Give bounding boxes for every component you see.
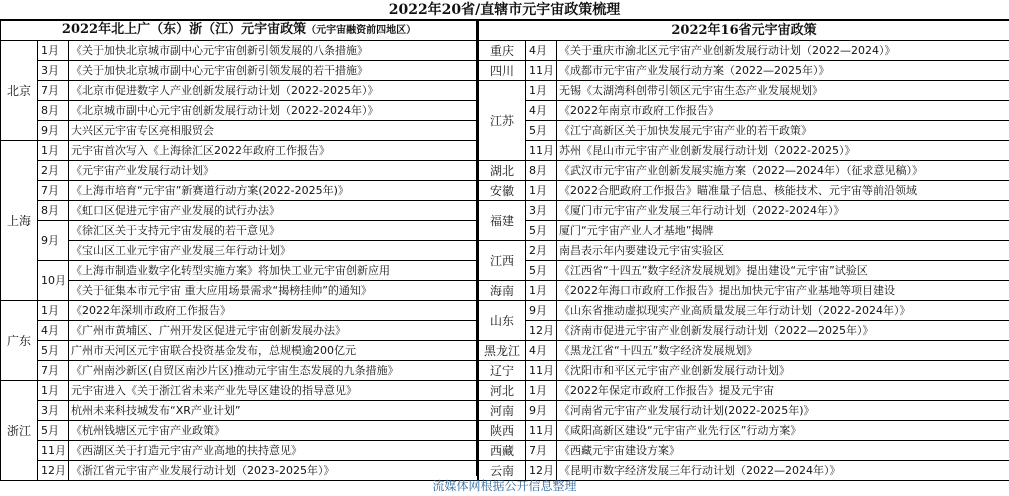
policy-cell: 《厦门市元宇宙产业发展三年行动计划（2022-2024年）》 [557,201,1009,221]
month-cell: 7月 [38,181,69,201]
source-note: 流媒体网根据公开信息整理 [432,479,577,493]
table-row [1,161,478,181]
month-cell: 1月 [526,281,557,301]
policy-cell: 《杭州钱塘区元宇宙产业政策》 [69,421,478,441]
policy-cell: 无锡《太湖湾科创带引领区元宇宙生态产业发展规划》 [557,81,1009,101]
right-table-header: 2022年16省元宇宙政策 [479,21,1009,41]
table-row [1,121,478,141]
policy-cell: 《宝山区工业元宇宙产业发展三年行动计划》 [69,241,478,261]
province-cell: 重庆 [479,41,526,61]
month-cell: 3月 [38,61,69,81]
policy-cell: 《西湖区关于打造元宇宙产业高地的扶持意见》 [69,441,478,461]
month-cell: 3月 [38,401,69,421]
month-cell: 7月 [38,81,69,101]
policy-cell: 《广州市黄埔区、广州开发区促进元宇宙创新发展办法》 [69,321,478,341]
policy-cell: 杭州未来科技城发布“XR产业计划” [69,401,478,421]
month-cell: 7月 [38,361,69,381]
table-row [1,101,478,121]
policy-cell: 《虹口区促进元宇宙产业发展的试行办法》 [69,201,478,221]
table-row [479,281,1009,301]
table-row [479,361,1009,381]
policy-cell: 《成都市元宇宙产业发展行动方案（2022—2025年）》 [557,61,1009,81]
policy-cell: 《关于加快北京城市副中心元宇宙创新引领发展的八条措施》 [69,41,478,61]
month-cell: 1月 [526,381,557,401]
province-cell: 四川 [479,61,526,81]
table-row [1,141,478,161]
month-cell: 8月 [526,161,557,181]
table-row [1,281,478,301]
table-row [1,441,478,461]
policy-cell: 《2022年海口市政府工作报告》提出加快元宇宙产业基地等项目建设 [557,281,1009,301]
province-cell: 上海 [1,141,38,301]
month-cell: 1月 [38,301,69,321]
month-cell: 11月 [526,421,557,441]
policy-cell: 《昆明市数字经济发展三年行动计划（2022—2024年）》 [557,461,1009,481]
month-cell: 4月 [526,341,557,361]
month-cell: 9月 [526,301,557,321]
province-cell: 江西 [479,241,526,281]
table-row [479,121,1009,141]
policy-cell: 《咸阳高新区建设“元宇宙产业先行区”行动方案》 [557,421,1009,441]
province-cell: 湖北 [479,161,526,181]
month-cell: 5月 [38,341,69,361]
policy-cell: 《河南省元宇宙产业发展行动计划(2022-2025年)》 [557,401,1009,421]
province-cell: 西藏 [479,441,526,461]
province-cell: 山东 [479,301,526,341]
month-cell: 11月 [526,141,557,161]
table-row [479,301,1009,321]
policy-cell: 《浙江省元宇宙产业发展行动计划（2023-2025年）》 [69,461,478,481]
table-row [1,261,478,281]
month-cell: 11月 [526,361,557,381]
month-cell: 5月 [526,121,557,141]
month-cell: 2月 [526,241,557,261]
month-cell: 12月 [38,461,69,481]
policy-cell: 《关于重庆市渝北区元宇宙产业创新发展行动计划（2022—2024）》 [557,41,1009,61]
policy-cell: 《关于加快北京城市副中心元宇宙创新引领发展的若干措施》 [69,61,478,81]
table-row [479,161,1009,181]
month-cell: 4月 [38,321,69,341]
table-row [479,101,1009,121]
month-cell: 3月 [526,201,557,221]
month-cell: 11月 [38,441,69,461]
month-cell: 2月 [38,161,69,181]
month-cell: 4月 [526,41,557,61]
left-header-note: （元宇宙融资前四地区） [306,25,417,36]
table-row [1,81,478,101]
month-cell: 11月 [526,61,557,81]
month-cell: 5月 [526,261,557,281]
province-cell: 辽宁 [479,361,526,381]
policy-cell: 《沈阳市和平区元宇宙产业创新发展行动计划》 [557,361,1009,381]
month-cell: 8月 [38,201,69,221]
month-cell: 1月 [38,141,69,161]
month-cell: 8月 [38,101,69,121]
month-cell: 5月 [526,221,557,241]
right-policy-table [478,20,1009,481]
policy-cell: 《山东省推动虚拟现实产业高质量发展三年行动计划（2022-2024年）》 [557,301,1009,321]
month-cell: 9月 [38,121,69,141]
policy-cell: 《北京城市副中心元宇宙创新发展行动计划（2022-2024年）》 [69,101,478,121]
province-cell: 福建 [479,201,526,241]
policy-cell: 大兴区元宇宙专区亮相服贸会 [69,121,478,141]
province-cell: 安徽 [479,181,526,201]
policy-cell: 厦门“元宇宙产业人才基地”揭牌 [557,221,1009,241]
policy-cell: 《上海市培育“元宇宙”新赛道行动方案(2022-2025年)》 [69,181,478,201]
table-row [479,341,1009,361]
policy-cell: 《广州南沙新区(自贸区南沙片区)推动元宇宙生态发展的九条措施》 [69,361,478,381]
left-header-title: 2022年北上广（东）浙（江）元宇宙政策 [61,22,307,37]
month-cell: 12月 [526,321,557,341]
province-cell: 浙江 [1,381,38,481]
policy-cell: 《黑龙江省“十四五”数字经济发展规划》 [557,341,1009,361]
policy-cell: 元宇宙首次写入《上海徐汇区2022年政府工作报告》 [69,141,478,161]
table-divider [476,20,478,476]
policy-cell: 《江宁高新区关于加快发展元宇宙产业的若干政策》 [557,121,1009,141]
table-row [1,301,478,321]
table-row [1,341,478,361]
table-row [479,221,1009,241]
policy-cell: 《西藏元宇宙建设方案》 [557,441,1009,461]
left-policy-table [0,20,478,481]
policy-cell: 《2022年深圳市政府工作报告》 [69,301,478,321]
table-row [479,181,1009,201]
page-title: 2022年20省/直辖市元宇宙政策梳理 [0,0,1009,20]
month-cell: 9月 [526,401,557,421]
table-row [479,41,1009,61]
province-cell: 北京 [1,41,38,141]
table-row [1,381,478,401]
province-cell: 河北 [479,381,526,401]
policy-cell: 南昌表示年内要建设元宇宙实验区 [557,241,1009,261]
policy-cell: 广州市天河区元宇宙联合投资基金发布，总规模逾200亿元 [69,341,478,361]
month-cell: 12月 [526,461,557,481]
province-cell: 海南 [479,281,526,301]
table-row [479,421,1009,441]
table-row [479,201,1009,221]
policy-cell: 《江西省“十四五”数字经济发展规划》提出建设“元宇宙”试验区 [557,261,1009,281]
policy-cell: 《济南市促进元宇宙产业创新发展行动计划（2022—2025年）》 [557,321,1009,341]
policy-cell: 《上海市制造业数字化转型实施方案》将加快工业元宇宙创新应用 [69,261,478,281]
month-cell: 9月 [38,221,69,261]
policy-cell: 《2022合肥政府工作报告》瞄准量子信息、核能技术、元宇宙等前沿领域 [557,181,1009,201]
table-row [1,181,478,201]
table-row [479,61,1009,81]
table-row [479,141,1009,161]
table-row [1,361,478,381]
policy-cell: 苏州《昆山市元宇宙产业创新发展行动计划（2022-2025）》 [557,141,1009,161]
table-row [479,321,1009,341]
policy-cell: 《2022年南京市政府工作报告》 [557,101,1009,121]
province-cell: 黑龙江 [479,341,526,361]
table-row [479,441,1009,461]
province-cell: 陕西 [479,421,526,441]
month-cell: 7月 [526,441,557,461]
month-cell: 5月 [38,421,69,441]
policy-cell: 元宇宙进入《关于浙江省未来产业先导区建设的指导意见》 [69,381,478,401]
table-row [479,401,1009,421]
province-cell: 云南 [479,461,526,481]
province-cell: 河南 [479,401,526,421]
table-row [1,61,478,81]
left-table-header [1,21,478,41]
table-row [479,381,1009,401]
table-row [1,201,478,221]
policy-cell: 《元宇宙产业发展行动计划》 [69,161,478,181]
month-cell: 1月 [38,381,69,401]
province-cell: 广东 [1,301,38,381]
table-row [1,221,478,241]
table-row [479,81,1009,101]
month-cell: 4月 [526,101,557,121]
table-row [1,401,478,421]
table-row [1,241,478,261]
policy-cell: 《徐汇区关于支持元宇宙发展的若干意见》 [69,221,478,241]
policy-cell: 《北京市促进数字人产业创新发展行动计划（2022-2025年）》 [69,81,478,101]
policy-cell: 《关于征集本市元宇宙 重大应用场景需求“揭榜挂帅”的通知》 [69,281,478,301]
month-cell: 1月 [526,81,557,101]
month-cell: 1月 [526,181,557,201]
table-row [479,241,1009,261]
month-cell: 10月 [38,261,69,301]
table-row [479,261,1009,281]
table-row [1,41,478,61]
table-row [1,421,478,441]
policy-cell: 《武汉市元宇宙产业创新发展实施方案（2022—2024年）（征求意见稿）》 [557,161,1009,181]
province-cell: 江苏 [479,81,526,161]
table-row [1,321,478,341]
month-cell: 1月 [38,41,69,61]
policy-cell: 《2022年保定市政府工作报告》提及元宇宙 [557,381,1009,401]
